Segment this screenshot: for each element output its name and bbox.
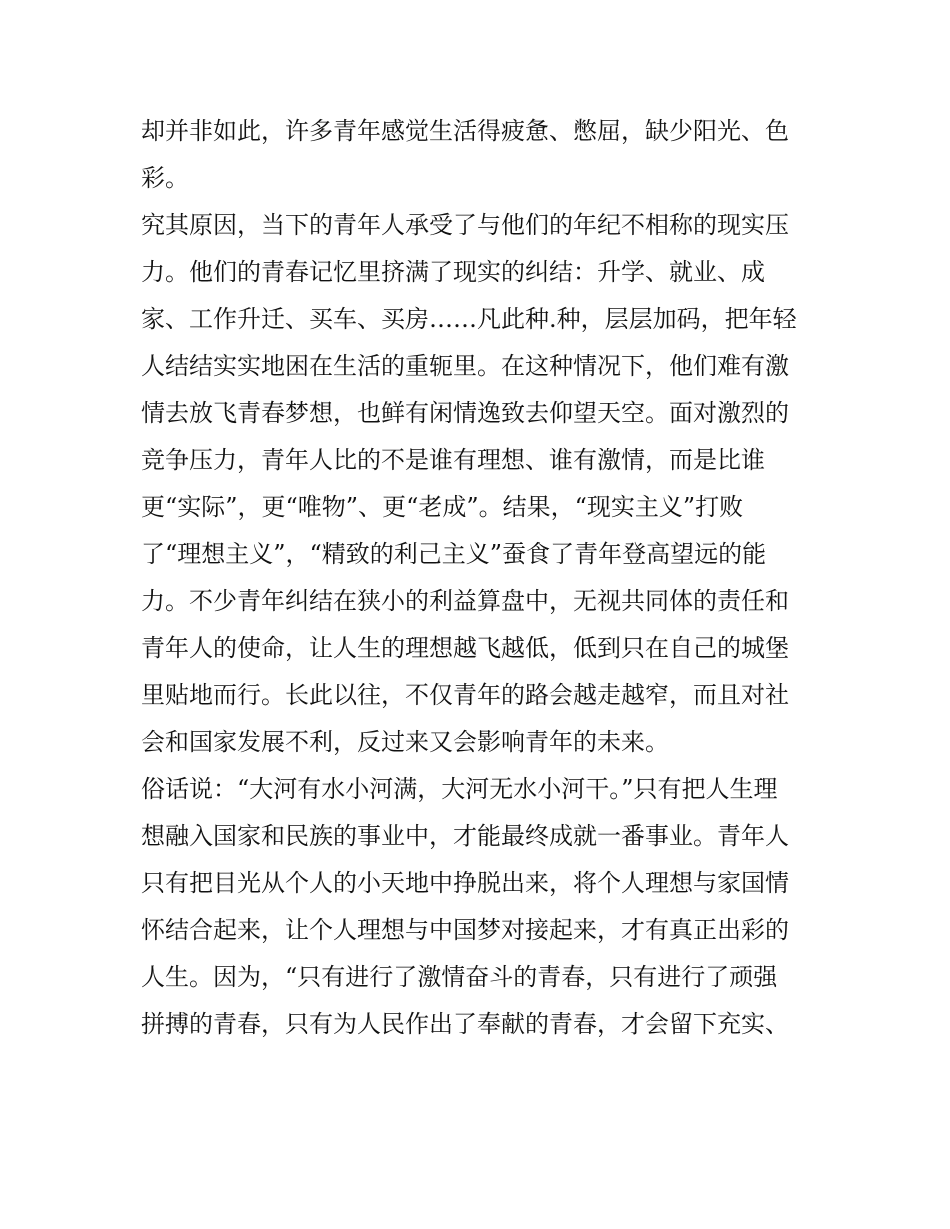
text-line: 力。不少青年纠结在狭小的利益算盘中，无视共同体的责任和 bbox=[141, 587, 789, 615]
text-line: 了“理想主义”，“精致的利己主义”蚕食了青年登高望远的能 bbox=[141, 540, 767, 568]
text-line: 俗话说：“大河有水小河满，大河无水小河干。”只有把人生理 bbox=[141, 775, 778, 803]
text-line: 只有把目光从个人的小天地中挣脱出来，将个人理想与家国情 bbox=[141, 869, 789, 897]
text-line: 竞争压力，青年人比的不是谁有理想、谁有激情，而是比谁 bbox=[141, 446, 765, 474]
text-line: 家、工作升迁、买车、买房……凡此种.种，层层加码，把年轻 bbox=[141, 305, 797, 333]
text-line: 人结结实实地困在生活的重轭里。在这种情况下，他们难有激 bbox=[141, 352, 789, 380]
text-line: 会和国家发展不利，反过来又会影响青年的未来。 bbox=[141, 728, 669, 756]
text-line: 青年人的使命，让人生的理想越飞越低，低到只在自己的城堡 bbox=[141, 634, 789, 662]
text-line: 究其原因，当下的青年人承受了与他们的年纪不相称的现实压 bbox=[141, 211, 789, 239]
text-line: 情去放飞青春梦想，也鲜有闲情逸致去仰望天空。面对激烈的 bbox=[141, 399, 789, 427]
text-line: 里贴地而行。长此以往，不仅青年的路会越走越窄，而且对社 bbox=[141, 681, 789, 709]
text-line: 怀结合起来，让个人理想与中国梦对接起来，才有真正出彩的 bbox=[141, 916, 789, 944]
text-line: 力。他们的青春记忆里挤满了现实的纠结：升学、就业、成 bbox=[141, 258, 765, 286]
text-line: 却并非如此，许多青年感觉生活得疲惫、憋屈，缺少阳光、色 bbox=[141, 117, 789, 145]
text-line: 想融入国家和民族的事业中，才能最终成就一番事业。青年人 bbox=[141, 822, 789, 850]
text-line: 彩。 bbox=[141, 164, 189, 192]
text-line: 人生。因为，“只有进行了激情奋斗的青春，只有进行了顽强 bbox=[141, 963, 778, 991]
text-line: 拼搏的青春，只有为人民作出了奉献的青春，才会留下充实、 bbox=[141, 1010, 789, 1038]
body-text bbox=[141, 108, 841, 1048]
text-line: 更“实际”，更“唯物”、更“老成”。结果，“现实主义”打败 bbox=[141, 493, 744, 521]
